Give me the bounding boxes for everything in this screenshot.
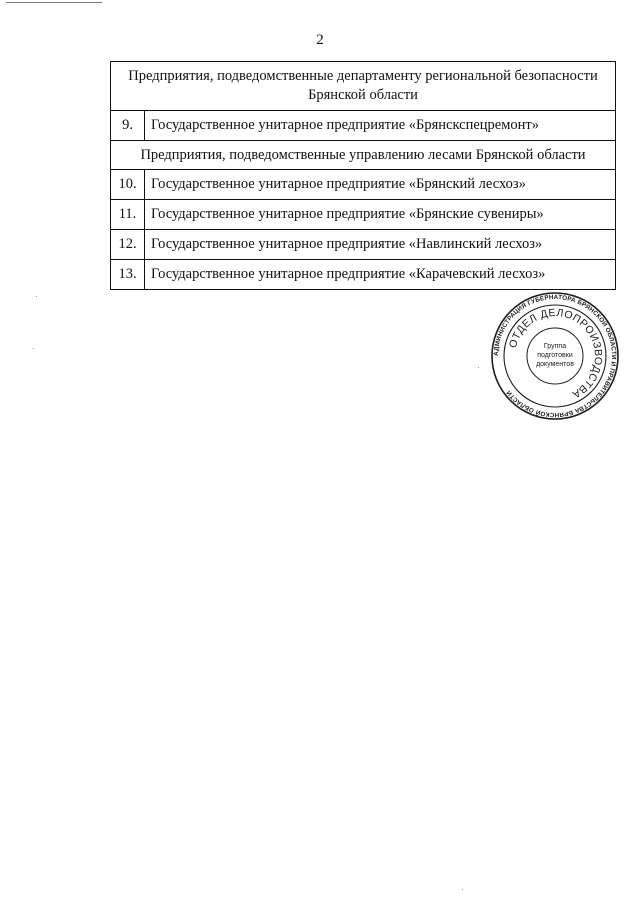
office-seal-stamp xyxy=(490,291,620,421)
enterprise-name: Государственное унитарное предприятие «Брянские сувениры» xyxy=(145,200,616,230)
row-number: 10. xyxy=(111,170,145,200)
enterprise-name: Государственное унитарное предприятие «Карачевский лесхоз» xyxy=(145,259,616,289)
section-heading-row xyxy=(111,62,616,111)
table-row xyxy=(111,170,616,200)
section-heading: Предприятия, подведомственные департаменту региональной безопасности Брянской области xyxy=(111,62,616,111)
top-rule xyxy=(6,2,102,3)
row-number: 11. xyxy=(111,200,145,230)
page-number: 2 xyxy=(316,32,324,48)
stamp-arc-text: ОТДЕЛ ДЕЛОПРОИЗВОДСТВА xyxy=(506,306,605,401)
stamp-center-line: документов xyxy=(536,361,574,368)
stamp-outer-text: АДМИНИСТРАЦИЯ ГУБЕРНАТОРА БРЯНСКОЙ ОБЛАСТИ И ПРАВИТЕЛЬСТВА БРЯНСКОЙ ОБЛАСТИ xyxy=(492,293,618,419)
table-row xyxy=(111,200,616,230)
stamp-center-line: подготовки xyxy=(537,352,573,359)
table-row xyxy=(111,259,616,289)
enterprise-name: Государственное унитарное предприятие «Брянский лесхоз» xyxy=(145,170,616,200)
stamp-center-line: Группа xyxy=(543,343,567,350)
section-heading-row xyxy=(111,140,616,170)
scan-speck xyxy=(36,296,37,297)
scan-speck xyxy=(33,348,34,349)
scan-speck xyxy=(478,367,479,368)
enterprise-name: Государственное унитарное предприятие «Брянскспецремонт» xyxy=(145,110,616,140)
enterprises-table xyxy=(110,61,616,290)
scan-speck xyxy=(462,889,463,890)
section-heading: Предприятия, подведомственные управлению лесами Брянской области xyxy=(111,140,616,170)
row-number: 13. xyxy=(111,259,145,289)
row-number: 9. xyxy=(111,110,145,140)
row-number: 12. xyxy=(111,230,145,260)
table-row xyxy=(111,110,616,140)
table-row xyxy=(111,230,616,260)
enterprise-name: Государственное унитарное предприятие «Навлинский лесхоз» xyxy=(145,230,616,260)
